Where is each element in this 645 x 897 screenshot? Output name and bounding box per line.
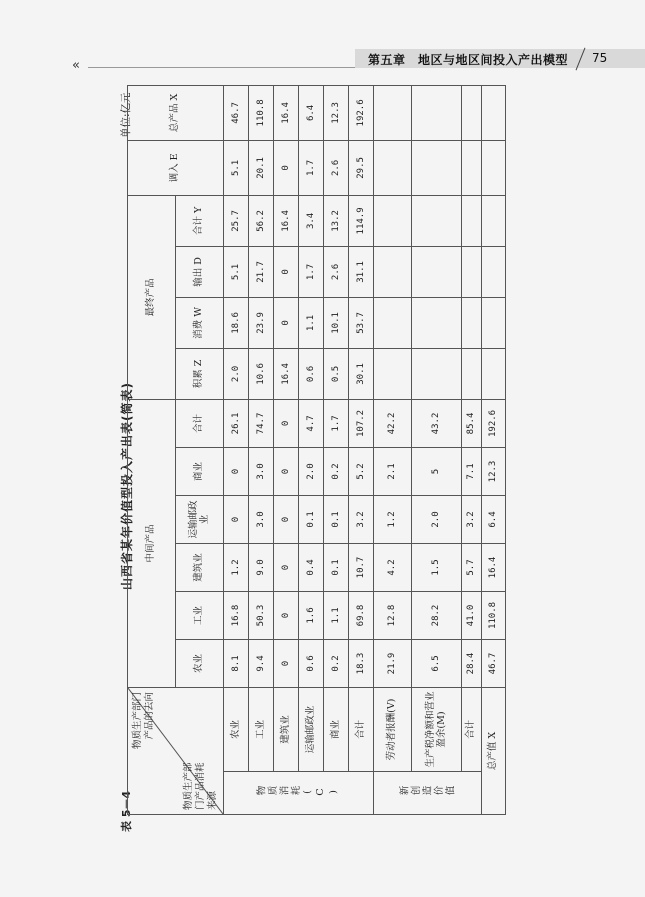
value-cell: 16.4	[274, 195, 299, 246]
column-header-intermediate: 农业	[176, 640, 224, 688]
value-cell: 2.0	[224, 348, 249, 399]
empty-cell	[482, 297, 506, 348]
value-cell: 16.8	[224, 592, 249, 640]
table-title: 山西省某年价值型投入产出表(简表)	[120, 382, 134, 590]
table-row	[299, 85, 324, 814]
value-cell: 114.9	[349, 195, 374, 246]
value-cell: 85.4	[462, 399, 482, 447]
value-cell: 1.7	[324, 399, 349, 447]
empty-cell	[462, 140, 482, 195]
empty-cell	[462, 195, 482, 246]
value-cell: 0	[274, 448, 299, 496]
row-group-new-value: 新创造价值	[374, 772, 482, 815]
column-header-final: 积累 Z	[176, 348, 224, 399]
value-cell: 10.1	[324, 297, 349, 348]
value-cell: 0	[274, 297, 299, 348]
empty-cell	[482, 246, 506, 297]
value-cell: 69.8	[349, 592, 374, 640]
value-cell: 0	[274, 399, 299, 447]
value-cell: 0.6	[299, 348, 324, 399]
chapter-title: 第五章 地区与地区间投入产出模型	[368, 53, 569, 67]
nav-guillemet-icon: «	[72, 58, 80, 73]
empty-cell	[374, 195, 412, 246]
value-cell: 5.7	[462, 544, 482, 592]
value-cell: 6.5	[412, 640, 462, 688]
empty-cell	[374, 140, 412, 195]
value-cell: 43.2	[412, 399, 462, 447]
empty-cell	[374, 348, 412, 399]
table-row	[349, 85, 374, 814]
value-cell: 2.6	[324, 140, 349, 195]
corner-bottom-line: 物质生产部	[183, 762, 195, 810]
group-import: 调入 E	[128, 140, 224, 195]
empty-cell	[482, 85, 506, 140]
column-header-intermediate: 建筑业	[176, 544, 224, 592]
value-cell: 29.5	[349, 140, 374, 195]
empty-cell	[412, 348, 462, 399]
column-header-intermediate: 商业	[176, 448, 224, 496]
table-body	[224, 85, 506, 814]
value-cell: 26.1	[224, 399, 249, 447]
value-cell: 16.4	[274, 348, 299, 399]
empty-cell	[412, 85, 462, 140]
table-row	[412, 85, 462, 814]
row-label: 生产税净额和营业盈余(M)	[412, 688, 462, 772]
value-cell: 4.2	[374, 544, 412, 592]
unit-label: 单位:亿元	[120, 92, 132, 138]
value-cell: 12.3	[482, 448, 506, 496]
table-row	[274, 85, 299, 814]
value-cell: 46.7	[482, 640, 506, 688]
empty-cell	[482, 195, 506, 246]
value-cell: 0	[274, 640, 299, 688]
value-cell: 30.1	[349, 348, 374, 399]
column-header-final: 消费 W	[176, 297, 224, 348]
value-cell: 0.5	[324, 348, 349, 399]
value-cell: 18.3	[349, 640, 374, 688]
empty-cell	[374, 246, 412, 297]
value-cell: 10.7	[349, 544, 374, 592]
value-cell: 1.1	[299, 297, 324, 348]
value-cell: 110.8	[249, 85, 274, 140]
value-cell: 0	[224, 448, 249, 496]
empty-cell	[462, 85, 482, 140]
value-cell: 1.2	[374, 496, 412, 544]
value-cell: 21.7	[249, 246, 274, 297]
value-cell: 50.3	[249, 592, 274, 640]
row-label-total: 总产值 X	[482, 688, 506, 815]
row-label: 劳动者报酬(V)	[374, 688, 412, 772]
empty-cell	[412, 140, 462, 195]
empty-cell	[412, 246, 462, 297]
row-label: 建筑业	[274, 688, 299, 772]
empty-cell	[482, 348, 506, 399]
value-cell: 0	[274, 544, 299, 592]
corner-header	[128, 688, 224, 815]
value-cell: 0.6	[299, 640, 324, 688]
value-cell: 3.0	[249, 496, 274, 544]
value-cell: 6.4	[482, 496, 506, 544]
value-cell: 10.6	[249, 348, 274, 399]
value-cell: 16.4	[482, 544, 506, 592]
value-cell: 192.6	[482, 399, 506, 447]
value-cell: 4.7	[299, 399, 324, 447]
value-cell: 13.2	[324, 195, 349, 246]
empty-cell	[412, 195, 462, 246]
value-cell: 16.4	[274, 85, 299, 140]
value-cell: 21.9	[374, 640, 412, 688]
value-cell: 18.6	[224, 297, 249, 348]
value-cell: 3.2	[349, 496, 374, 544]
value-cell: 74.7	[249, 399, 274, 447]
value-cell: 0	[274, 496, 299, 544]
value-cell: 3.0	[249, 448, 274, 496]
empty-cell	[374, 85, 412, 140]
total-row	[482, 85, 506, 814]
group-total-output: 总产品 X	[128, 85, 224, 140]
group-intermediate: 中间产品	[128, 399, 176, 687]
value-cell: 12.3	[324, 85, 349, 140]
io-table-rotated	[127, 88, 499, 815]
group-final: 最终产品	[128, 195, 176, 399]
value-cell: 1.7	[299, 246, 324, 297]
column-header-final: 合计 Y	[176, 195, 224, 246]
value-cell: 1.7	[299, 140, 324, 195]
table-row	[249, 85, 274, 814]
value-cell: 1.5	[412, 544, 462, 592]
empty-cell	[374, 297, 412, 348]
table-caption: 表 5－4	[120, 790, 133, 832]
value-cell: 20.1	[249, 140, 274, 195]
corner-top-text	[132, 692, 156, 749]
value-cell: 1.2	[224, 544, 249, 592]
value-cell: 3.4	[299, 195, 324, 246]
value-cell: 0.1	[299, 496, 324, 544]
value-cell: 0.1	[324, 544, 349, 592]
value-cell: 3.2	[462, 496, 482, 544]
empty-cell	[482, 140, 506, 195]
corner-bottom-line: 门产品消耗	[195, 762, 207, 810]
value-cell: 7.1	[462, 448, 482, 496]
value-cell: 1.1	[324, 592, 349, 640]
empty-cell	[412, 297, 462, 348]
value-cell: 0	[274, 592, 299, 640]
table-row	[224, 85, 249, 814]
value-cell: 5.1	[224, 246, 249, 297]
value-cell: 2.0	[299, 448, 324, 496]
row-label: 工业	[249, 688, 274, 772]
table-row	[324, 85, 349, 814]
value-cell: 0	[224, 496, 249, 544]
io-table	[127, 85, 506, 815]
column-header-intermediate: 工业	[176, 592, 224, 640]
value-cell: 0.2	[324, 640, 349, 688]
value-cell: 41.0	[462, 592, 482, 640]
value-cell: 42.2	[374, 399, 412, 447]
empty-cell	[462, 246, 482, 297]
value-cell: 12.8	[374, 592, 412, 640]
header-rule	[88, 67, 355, 68]
value-cell: 2.6	[324, 246, 349, 297]
value-cell: 0.1	[324, 496, 349, 544]
corner-bottom-text	[183, 762, 219, 810]
value-cell: 0	[274, 246, 299, 297]
value-cell: 9.4	[249, 640, 274, 688]
empty-cell	[462, 348, 482, 399]
value-cell: 56.2	[249, 195, 274, 246]
value-cell: 28.4	[462, 640, 482, 688]
value-cell: 1.6	[299, 592, 324, 640]
corner-top-line: 物质生产部门	[132, 692, 143, 750]
row-group-material: 物质消耗(C)	[224, 772, 374, 815]
value-cell: 5.2	[349, 448, 374, 496]
value-cell: 6.4	[299, 85, 324, 140]
page-number: 75	[592, 51, 608, 65]
value-cell: 110.8	[482, 592, 506, 640]
row-label: 运输邮政业	[299, 688, 324, 772]
value-cell: 25.7	[224, 195, 249, 246]
value-cell: 46.7	[224, 85, 249, 140]
value-cell: 0.4	[299, 544, 324, 592]
value-cell: 0.2	[324, 448, 349, 496]
value-cell: 53.7	[349, 297, 374, 348]
corner-bottom-line: 来源	[207, 790, 219, 810]
corner-top-line: 产品的去向	[143, 692, 155, 740]
table-row	[462, 85, 482, 814]
row-label: 农业	[224, 688, 249, 772]
value-cell: 8.1	[224, 640, 249, 688]
value-cell: 2.1	[374, 448, 412, 496]
empty-cell	[462, 297, 482, 348]
value-cell: 31.1	[349, 246, 374, 297]
value-cell: 23.9	[249, 297, 274, 348]
column-header-intermediate: 运输邮政业	[176, 496, 224, 544]
value-cell: 192.6	[349, 85, 374, 140]
value-cell: 9.0	[249, 544, 274, 592]
column-header-intermediate: 合计	[176, 399, 224, 447]
value-cell: 107.2	[349, 399, 374, 447]
value-cell: 28.2	[412, 592, 462, 640]
row-label: 商业	[324, 688, 349, 772]
value-cell: 0	[274, 140, 299, 195]
value-cell: 5	[412, 448, 462, 496]
row-label: 合计	[349, 688, 374, 772]
value-cell: 5.1	[224, 140, 249, 195]
value-cell: 2.0	[412, 496, 462, 544]
row-label: 合计	[462, 688, 482, 772]
table-row	[374, 85, 412, 814]
column-header-final: 输出 D	[176, 246, 224, 297]
